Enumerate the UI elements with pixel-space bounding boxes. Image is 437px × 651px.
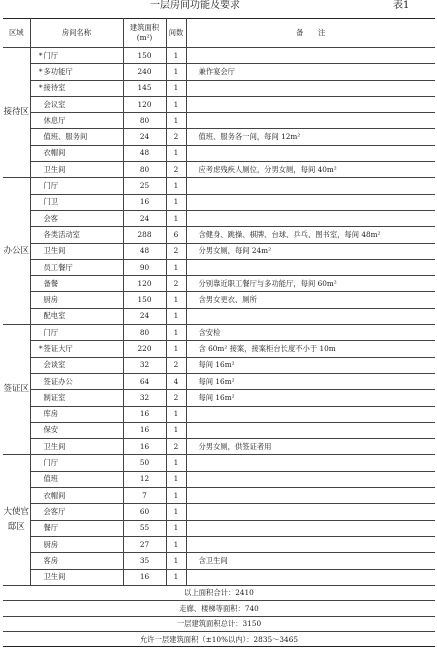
room-note: 分男女厕，每间 24m² (186, 243, 435, 259)
room-note (186, 406, 435, 422)
room-area: 35 (123, 553, 166, 569)
room-note (186, 80, 435, 96)
room-name-cell (30, 227, 123, 243)
table-caption (0, 0, 437, 15)
room-note: 含安检 (186, 325, 435, 341)
summary-row (3, 585, 435, 600)
summary-text: 以上面积合计：2410 (3, 585, 435, 600)
room-name-cell (30, 553, 123, 569)
room-area: 25 (123, 178, 166, 194)
room-note (186, 520, 435, 536)
room-note (186, 259, 435, 275)
zone-label: 签证区 (3, 325, 30, 455)
zone-label: 接待区 (3, 48, 30, 178)
header-note: 备 注 (186, 19, 435, 48)
room-name: 客房 (43, 555, 59, 565)
room-name: 门厅 (43, 50, 59, 60)
table-title: 一层房间功能及要求 (150, 0, 240, 11)
room-note (186, 455, 435, 471)
header-zone: 区域 (3, 19, 30, 48)
summary-row (3, 631, 435, 646)
table-row (3, 259, 435, 275)
room-count: 1 (166, 455, 186, 471)
room-name: 卫生间 (43, 246, 66, 256)
room-count: 1 (166, 80, 186, 96)
room-count: 2 (166, 162, 186, 178)
room-note (186, 113, 435, 129)
room-area: 24 (123, 308, 166, 324)
table-row (3, 80, 435, 96)
table-row (3, 162, 435, 178)
room-area: 240 (123, 64, 166, 80)
table-row (3, 553, 435, 569)
table-row (3, 504, 435, 520)
room-count: 1 (166, 292, 186, 308)
room-note: 每间 16m² (186, 357, 435, 373)
room-name-cell (30, 64, 123, 80)
table-number: 表1 (393, 0, 410, 11)
table-row (3, 48, 435, 64)
room-name-cell (30, 422, 123, 438)
table-row (3, 145, 435, 161)
table-row (3, 113, 435, 129)
room-area: 32 (123, 357, 166, 373)
room-count: 2 (166, 276, 186, 292)
room-count: 1 (166, 422, 186, 438)
room-name: 值班、服务间 (43, 132, 88, 142)
room-note (186, 178, 435, 194)
room-count: 1 (166, 553, 186, 569)
room-area: 7 (123, 488, 166, 504)
room-count: 1 (166, 48, 186, 64)
room-name: 签证大厅 (43, 343, 73, 353)
room-note: 含卫生间 (186, 553, 435, 569)
room-name: 各类活动室 (43, 229, 80, 239)
room-note: 值班、服务各一间，每间 12m² (186, 129, 435, 145)
room-name: 门厅 (43, 458, 59, 468)
room-area: 64 (123, 373, 166, 389)
room-area: 12 (123, 471, 166, 487)
room-area: 32 (123, 390, 166, 406)
room-area: 24 (123, 129, 166, 145)
room-name-cell (30, 373, 123, 389)
room-note (186, 471, 435, 487)
summary-text: 允许一层建筑面积（±10%以内）：2835～3465 (3, 631, 435, 646)
header-name: 房间名称 (30, 19, 123, 48)
header-area: 建筑面积 (m²) (123, 19, 166, 48)
room-name-cell (30, 113, 123, 129)
room-area: 150 (123, 48, 166, 64)
room-name-cell (30, 455, 123, 471)
room-area: 16 (123, 439, 166, 455)
table-row (3, 406, 435, 422)
room-area: 48 (123, 145, 166, 161)
table-row (3, 210, 435, 226)
room-name: 休息厅 (43, 115, 66, 125)
key-room-mark: * (38, 66, 43, 76)
table-row (3, 178, 435, 194)
room-name-cell (30, 210, 123, 226)
room-name-cell (30, 308, 123, 324)
room-area: 16 (123, 406, 166, 422)
room-area: 48 (123, 243, 166, 259)
room-function-table (3, 18, 435, 647)
summary-row (3, 601, 435, 616)
room-name-cell (30, 162, 123, 178)
key-room-mark: * (38, 50, 43, 60)
room-name: 门厅 (43, 181, 59, 191)
room-name-cell (30, 569, 123, 585)
room-count: 1 (166, 488, 186, 504)
room-note: 兼作宴会厅 (186, 64, 435, 80)
room-name-cell (30, 536, 123, 552)
room-name: 卫生间 (43, 164, 66, 174)
room-name-cell (30, 406, 123, 422)
room-count: 2 (166, 129, 186, 145)
table-row (3, 488, 435, 504)
room-note: 分别靠近职工餐厅与多功能厅，每间 60m² (186, 276, 435, 292)
room-name-cell (30, 259, 123, 275)
room-note (186, 504, 435, 520)
room-name-cell (30, 357, 123, 373)
room-name-cell (30, 292, 123, 308)
room-count: 6 (166, 227, 186, 243)
room-count: 1 (166, 64, 186, 80)
zone-label: 大使官邸区 (3, 455, 30, 585)
table-row (3, 194, 435, 210)
table-row (3, 422, 435, 438)
table-row (3, 227, 435, 243)
table-body (3, 48, 435, 647)
table-row (3, 439, 435, 455)
table-row (3, 471, 435, 487)
room-area: 16 (123, 194, 166, 210)
room-count: 1 (166, 341, 186, 357)
room-area: 220 (123, 341, 166, 357)
room-area: 60 (123, 504, 166, 520)
room-note: 含男女更衣、厕所 (186, 292, 435, 308)
room-name: 签证办公 (43, 376, 73, 386)
table-row (3, 520, 435, 536)
room-area: 80 (123, 162, 166, 178)
room-count: 2 (166, 390, 186, 406)
table-row (3, 390, 435, 406)
room-note (186, 48, 435, 64)
room-name-cell (30, 194, 123, 210)
table-row (3, 308, 435, 324)
zone-label: 办公区 (3, 178, 30, 325)
room-area: 145 (123, 80, 166, 96)
room-name-cell (30, 178, 123, 194)
room-name: 配电室 (43, 311, 66, 321)
room-name-cell (30, 48, 123, 64)
table-row (3, 569, 435, 585)
room-name-cell (30, 488, 123, 504)
room-name: 衣帽间 (43, 490, 66, 500)
room-name: 会客 (43, 213, 59, 223)
summary-text: 走廊、楼梯等面积：740 (3, 601, 435, 616)
room-name: 保安 (43, 425, 59, 435)
room-count: 1 (166, 145, 186, 161)
room-area: 50 (123, 455, 166, 471)
header-row (3, 19, 435, 48)
room-name: 备餐 (43, 278, 59, 288)
room-name-cell (30, 276, 123, 292)
room-count: 1 (166, 504, 186, 520)
room-note: 分男女厕，供签证者用 (186, 439, 435, 455)
room-note (186, 488, 435, 504)
room-name: 衣帽间 (43, 148, 66, 158)
room-name: 会客厅 (43, 506, 66, 516)
header-count: 间数 (166, 19, 186, 48)
room-name: 厨房 (43, 295, 59, 305)
room-name-cell (30, 341, 123, 357)
room-note (186, 96, 435, 112)
room-count: 2 (166, 357, 186, 373)
room-count: 1 (166, 325, 186, 341)
room-count: 1 (166, 569, 186, 585)
room-note (186, 422, 435, 438)
room-note (186, 308, 435, 324)
room-name: 库房 (43, 409, 59, 419)
room-name: 多功能厅 (43, 66, 73, 76)
room-note: 每间 16m² (186, 390, 435, 406)
room-name: 门卫 (43, 197, 59, 207)
table-row (3, 325, 435, 341)
room-count: 2 (166, 439, 186, 455)
table-row (3, 64, 435, 80)
room-count: 1 (166, 194, 186, 210)
room-count: 4 (166, 373, 186, 389)
room-area: 120 (123, 96, 166, 112)
room-name-cell (30, 520, 123, 536)
room-count: 1 (166, 210, 186, 226)
room-area: 16 (123, 422, 166, 438)
room-name: 卫生间 (43, 441, 66, 451)
room-area: 27 (123, 536, 166, 552)
room-name-cell (30, 96, 123, 112)
room-count: 1 (166, 536, 186, 552)
table-row (3, 96, 435, 112)
room-name: 接待室 (43, 83, 66, 93)
room-count: 1 (166, 96, 186, 112)
room-count: 1 (166, 113, 186, 129)
room-area: 24 (123, 210, 166, 226)
room-name: 会议室 (43, 99, 66, 109)
room-area: 80 (123, 113, 166, 129)
room-name-cell (30, 504, 123, 520)
room-name: 餐厅 (43, 523, 59, 533)
room-area: 288 (123, 227, 166, 243)
room-area: 80 (123, 325, 166, 341)
table-row (3, 243, 435, 259)
room-area: 150 (123, 292, 166, 308)
room-area: 90 (123, 259, 166, 275)
room-note (186, 536, 435, 552)
room-area: 55 (123, 520, 166, 536)
room-area: 16 (123, 569, 166, 585)
key-room-mark: * (38, 343, 43, 353)
key-room-mark: * (38, 83, 43, 93)
room-name: 员工餐厅 (43, 262, 73, 272)
room-name: 门厅 (43, 327, 59, 337)
room-name-cell (30, 243, 123, 259)
room-note (186, 210, 435, 226)
table-row (3, 276, 435, 292)
room-name: 值班 (43, 474, 59, 484)
room-note (186, 569, 435, 585)
table-row (3, 455, 435, 471)
room-count: 1 (166, 259, 186, 275)
room-note (186, 194, 435, 210)
room-note: 含 60m² 接案，接案柜台长度不小于 10m (186, 341, 435, 357)
room-name: 厨房 (43, 539, 59, 549)
table-row (3, 341, 435, 357)
room-name-cell (30, 390, 123, 406)
room-name: 卫生间 (43, 572, 66, 582)
table-row (3, 129, 435, 145)
room-note: 每间 16m² (186, 373, 435, 389)
room-name: 会谈室 (43, 360, 66, 370)
table-row (3, 373, 435, 389)
room-count: 2 (166, 243, 186, 259)
room-note: 含健身、跳操、棋牌、台球、乒乓、图书室，每间 48m² (186, 227, 435, 243)
room-name-cell (30, 471, 123, 487)
table-row (3, 357, 435, 373)
room-name-cell (30, 80, 123, 96)
room-note: 应考虑残疾人厕位，分男女厕，每间 40m² (186, 162, 435, 178)
table-row (3, 536, 435, 552)
table-row (3, 292, 435, 308)
summary-row (3, 616, 435, 631)
room-count: 1 (166, 308, 186, 324)
room-note (186, 145, 435, 161)
room-name-cell (30, 325, 123, 341)
room-name: 制证室 (43, 392, 66, 402)
summary-text: 一层建筑面积总计：3150 (3, 616, 435, 631)
room-count: 1 (166, 520, 186, 536)
room-count: 1 (166, 471, 186, 487)
room-name-cell (30, 439, 123, 455)
room-count: 1 (166, 178, 186, 194)
room-count: 1 (166, 406, 186, 422)
room-name-cell (30, 129, 123, 145)
room-area: 120 (123, 276, 166, 292)
room-name-cell (30, 145, 123, 161)
